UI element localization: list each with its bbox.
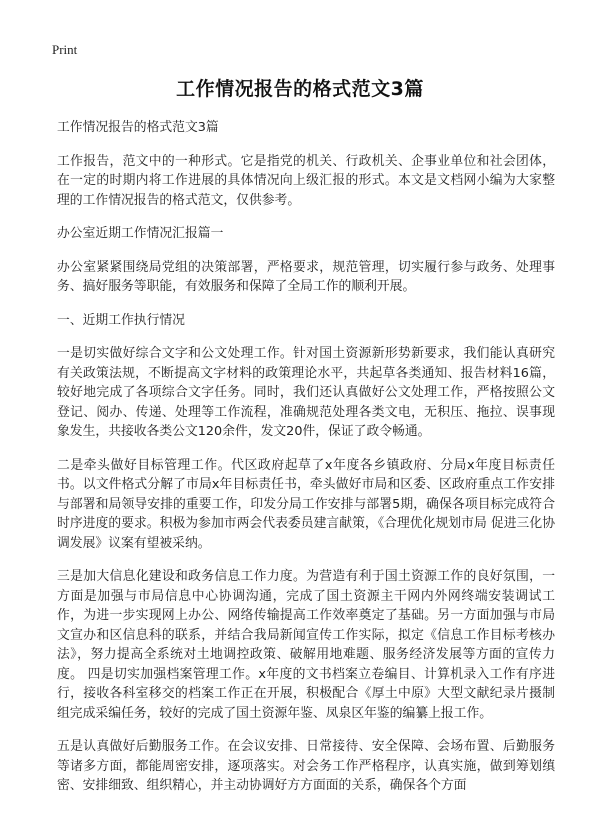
subsection-heading: 一、近期工作执行情况 bbox=[57, 312, 185, 328]
intro-paragraph: 工作报告，范文中的一种形式。它是指党的机关、行政机关、企事业单位和社会团体，在一定的时期内将工作进展的具体情况向上级汇报的形式。本文是文档网小编为大家整理的工作情况报告的格式范文，仅供参考。 bbox=[57, 153, 555, 208]
body-paragraph: 三是加大信息化建设和政务信息工作力度。为营造有利于国土资源工作的良好氛围，一方面是加强与市局信息中心协调沟通，完成了国土资源主干网内外网终端安装调试工作，为进一步实现网上办公、网络传输提高工作效率奠定了基础。另一方面加强与市局文宣办和区信息科的联系，并结合我局新闻宣传工作实际，拟定《信息工作目标考核办法》，努力提高全系统对土地调控政策、破解用地难题、服务经济发展等方面的宣传力度。 四是切实加强档案管理工作。x年度的文书档案立卷编目、计算机录入工作有序进行，接收各科室移交的档案工作正在开展，积极配合《厚土中原》大型文献纪录片摄制组完成采编任务，较好的完成了国土资源年鉴、凤泉区年鉴的编纂上报工作。 bbox=[57, 569, 555, 721]
body-paragraph: 一是切实做好综合文字和公文处理工作。针对国土资源新形势新要求，我们能认真研究有关政策法规，不断提高文字材料的政策理论水平，共起草各类通知、报告材料16篇，较好地完成了各项综合文字任务。同时，我们还认真做好公文处理工作，严格按照公文登记、阅办、传递、处理等工作流程，准确规范处理各类文电，无积压、拖拉、误事现象发生，共接收各类公文120余件，发文20件，保证了政令畅通。 bbox=[57, 346, 555, 439]
subtitle-paragraph: 工作情况报告的格式范文3篇 bbox=[57, 120, 219, 135]
page-title: 工作情况报告的格式范文3篇 bbox=[176, 78, 424, 100]
body-paragraph: 办公室紧紧围绕局党组的决策部署，严格要求，规范管理，切实履行参与政务、处理事务、搞好服务等职能，有效服务和保障了全局工作的顺利开展。 bbox=[57, 259, 555, 294]
body-paragraph: 五是认真做好后勤服务工作。在会议安排、日常接待、安全保障、会场布置、后勤服务等诸多方面，都能周密安排，逐项落实。对会务工作严格程序，认真实施，做到筹划缜密、安排细致、组织精心，并主动协调好方方面面的关系，确保各个方面 bbox=[57, 739, 555, 793]
section-heading: 办公室近期工作情况汇报篇一 bbox=[57, 226, 224, 241]
body-paragraph: 二是牵头做好目标管理工作。代区政府起草了x年度各乡镇政府、分局x年度目标责任书。以文件格式分解了市局x年目标责任书，牵头做好市局和区委、区政府重点工作安排与部署和局领导安排的重要工作，印发分局工作安排与部署5期，确保各项目标完成符合时序进度的要求。积极为参加市两会代表委员建言献策，《合理优化规划市局 促进三化协调发展》议案有望被采纳。 bbox=[57, 457, 555, 551]
print-link[interactable]: Print bbox=[52, 42, 78, 57]
document-body bbox=[57, 118, 555, 810]
